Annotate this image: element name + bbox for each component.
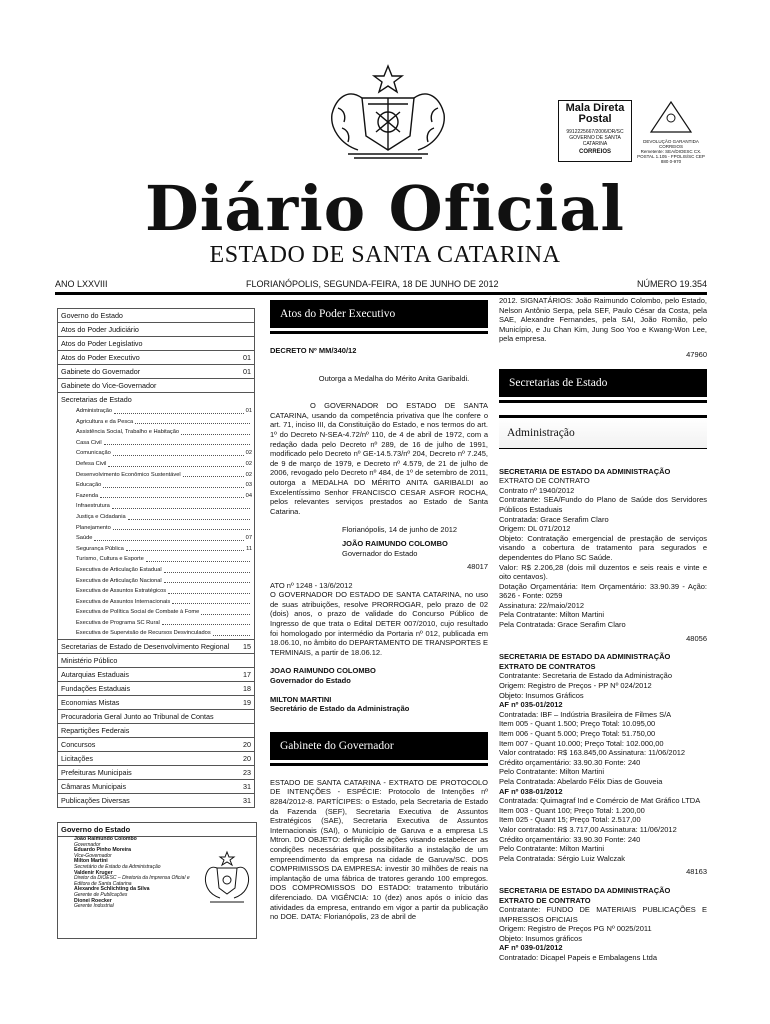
toc-row[interactable] (57, 653, 255, 667)
extrato2-body (499, 671, 707, 863)
toc-leader-dots (183, 470, 244, 478)
decreto-signer-name: JOÃO RAIMUNDO COLOMBO (342, 538, 448, 548)
mala-direta-postal-stamp (558, 100, 632, 162)
column-right (499, 296, 707, 963)
toc-row[interactable] (57, 765, 255, 779)
extrato-line: Item 003 - Quant 100; Preço Total: 1.200,00 (499, 805, 645, 815)
toc-leader-dots (126, 544, 244, 552)
extrato2-org: SECRETARIA DE ESTADO DA ADMINISTRAÇÃO (499, 652, 671, 662)
toc-label: Repartições Federais (61, 726, 130, 736)
extrato-line: Valor: R$ 2.206,28 (dois mil duzentos e seis reais e vinte e oito centavos). (499, 562, 707, 582)
toc-subitem[interactable] (58, 501, 254, 512)
toc-sub-label: Infraestrutura (76, 503, 110, 510)
section-administracao: Administração (499, 415, 707, 449)
ato-body: O GOVERNADOR DO ESTADO DE SANTA CATARINA, no uso de suas atribuições, resolve PRORROGAR, pelo prazo de 02 (dois) anos, o prazo de validade do Concurso Público de Ingresso de que trata o Edital DETER 007/2010, cujo resultado foi homologado por intermédio da Portaria nº 012, publicada em 18.06.10, no âmbito do DEPARTAMENTO DE TRANSPORTES E TERMINAIS, a partir de 18.06.12. (270, 590, 488, 657)
toc-label: Publicações Diversas (61, 796, 130, 806)
toc-page: 20 (243, 754, 251, 764)
toc-page: 19 (243, 698, 251, 708)
toc-leader-dots (172, 597, 250, 605)
extrato-line: Assinatura: 22/maio/2012 (499, 600, 585, 610)
toc-subitem[interactable] (58, 607, 254, 618)
devolucao-text: Remetente: SEA/DIOESC CX. POSTAL 1.105 - FPOLIS/SC CEP 880 0-970 (637, 149, 705, 164)
person-name: Eduardo Pinho Moreira (74, 847, 132, 854)
toc-leader-dots (108, 459, 243, 467)
small-coat-of-arms (200, 848, 255, 908)
protocolo-continuation: 2012. SIGNATÁRIOS: João Raimundo Colombo, pelo Estado, Nelson Antônio Serpa, pela SEF, Paulo César da Costa, pela SAE, Alexandre Fernandes, pela SAI, João Romão, pelo Município, e Ju Chan Kim, Jung Soo Yoo e Kwang-Won Lee, pela empresa. (499, 296, 707, 344)
extrato2-number: 48163 (686, 867, 707, 877)
toc-sub-page: 02 (245, 471, 252, 478)
toc-leader-dots (135, 417, 250, 425)
toc-sub-page: 02 (245, 460, 252, 467)
toc-sub-page: 02 (245, 450, 252, 457)
extrato-line: Contratante: Secretaria de Estado da Administração (499, 671, 673, 681)
toc-leader-dots (213, 628, 250, 636)
table-of-contents (57, 308, 255, 808)
decreto-signer-role: Governador do Estado (342, 548, 418, 558)
extrato-line: Crédito orçamentário: 33.90.30 Fonte: 240 (499, 757, 641, 767)
toc-row[interactable] (57, 709, 255, 723)
extrato-line: Objeto: Insumos Gráficos (499, 690, 584, 700)
toc-subitem[interactable] (58, 427, 254, 438)
correios-logo: CORREIOS (578, 149, 611, 155)
extrato-line: Item 006 - Quant 5.000; Preço Total: 51.750,00 (499, 729, 656, 738)
toc-sub-page: 03 (245, 482, 252, 489)
toc-sub-label: Segurança Pública (76, 545, 124, 552)
toc-sub-label: Defesa Civil (76, 460, 107, 467)
toc-page: 31 (243, 782, 251, 792)
toc-subitem[interactable] (58, 523, 254, 534)
toc-label: Atos do Poder Executivo (61, 353, 140, 362)
toc-subitem[interactable] (58, 565, 254, 576)
toc-subitem[interactable] (58, 470, 254, 481)
toc-row[interactable] (57, 350, 255, 364)
extrato3-org: SECRETARIA DE ESTADO DA ADMINISTRAÇÃO (499, 885, 671, 895)
extrato3-title: EXTRATO DE CONTRATO (499, 895, 591, 905)
decreto-outorga: Outorga a Medalha do Mérito Anita Garibaldi. (318, 373, 470, 383)
extrato-line: Origem: Registro de Preços - PP Nº 024/2012 (499, 681, 652, 691)
toc-sub-label: Assistência Social, Trabalho e Habitação (76, 429, 180, 436)
mala-direta-text: 9912225667/2006/DR/SC GOVERNO DE SANTA CATARINA (566, 129, 624, 147)
person-role: Gerente Industrial (74, 903, 114, 910)
toc-sub-page: 11 (246, 545, 252, 552)
toc-sub-label: Turismo, Cultura e Esporte (76, 556, 144, 563)
ato-secretary-name: MILTON MARTINI (270, 694, 332, 704)
extrato-line: Pela Contratante: Milton Martini (499, 610, 605, 620)
mala-direta-title: Mala Direta Postal (565, 102, 625, 125)
ato-secretary-role: Secretário de Estado da Administração (270, 704, 410, 714)
extrato-line: AF nº 038-01/2012 (499, 786, 563, 796)
toc-sub-page: 04 (245, 492, 252, 499)
toc-label: Prefeituras Municipais (61, 768, 132, 778)
toc-secretarias-label: Secretarias de Estado (61, 395, 132, 404)
toc-leader-dots (201, 607, 250, 615)
toc-subitem[interactable] (58, 628, 254, 639)
toc-sub-page: 07 (245, 535, 252, 542)
toc-subitem[interactable] (58, 586, 254, 597)
person-role: Secretário de Estado da Administração (74, 863, 161, 870)
toc-sub-label: Executiva de Supervisão de Recursos Desvinculados (76, 630, 211, 637)
banner-atos-executivo: Atos do Poder Executivo (270, 300, 488, 328)
extrato-line: Crédito orçamentário: 33.90.30 Fonte: 240 (499, 834, 641, 844)
edition-year: ANO LXXVIII (55, 279, 108, 289)
toc-page: 01 (243, 367, 251, 376)
toc-sub-label: Fazenda (76, 492, 99, 499)
extrato1-number: 48056 (686, 633, 707, 643)
toc-subitem[interactable] (58, 576, 254, 587)
extrato-line: Contratante: FUNDO DE MATERIAIS PUBLICAÇÕES E IMPRESSOS OFICIAIS (499, 905, 707, 924)
toc-page: 18 (243, 684, 251, 694)
toc-page: 23 (243, 768, 251, 778)
toc-label: Procuradoria Geral Junto ao Tribunal de Contas (61, 712, 214, 722)
toc-row[interactable] (57, 779, 255, 793)
toc-page: 17 (243, 670, 251, 680)
toc-row[interactable] (57, 793, 255, 808)
toc-label: Economias Mistas (61, 698, 120, 708)
toc-sub-label: Justiça e Cidadania (76, 513, 126, 520)
toc-row[interactable] (57, 667, 255, 681)
toc-subitem[interactable] (58, 597, 254, 608)
toc-sub-label: Agricultura e da Pesca (76, 418, 134, 425)
ato-signer-role: Governador do Estado (270, 676, 351, 686)
toc-leader-dots (104, 438, 250, 446)
extrato-line: Pelo Contratante: Milton Martini (499, 767, 605, 777)
toc-leader-dots (94, 533, 243, 541)
toc-subitem[interactable] (58, 533, 254, 544)
extrato-line: Pela Contratada: Abelardo Félix Dias de Gouveia (499, 776, 663, 786)
toc-leader-dots (128, 512, 250, 520)
extrato-line: Dotação Orçamentária: Item Orçamentário: 33.90.39 - Ação: 3626 - Fonte: 0259 (499, 581, 707, 601)
ato-head: ATO nº 1248 - 13/6/2012 (270, 580, 353, 590)
extrato-line: Valor contratado: R$ 3.717,00 Assinatura: 11/06/2012 (499, 824, 677, 834)
toc-label: Licitações (61, 754, 93, 764)
toc-leader-dots (100, 491, 244, 499)
toc-leader-dots (112, 501, 250, 509)
extrato-line: AF nº 035-01/2012 (499, 700, 563, 710)
toc-row[interactable] (57, 723, 255, 737)
toc-sub-label: Executiva de Assuntos Internacionais (76, 598, 171, 605)
masthead-rule (55, 292, 707, 295)
decreto-title: DECRETO Nº MM/340/12 (270, 346, 357, 355)
toc-sub-label: Administração (76, 408, 113, 414)
toc-subitem[interactable] (58, 448, 254, 459)
extrato-line: Contratada: Grace Serafim Claro (499, 514, 609, 524)
edition-line (55, 279, 707, 289)
toc-subitem[interactable] (58, 618, 254, 629)
toc-label: Concursos (61, 740, 96, 750)
extrato1-org: SECRETARIA DE ESTADO DA ADMINISTRAÇÃO (499, 466, 671, 476)
extrato-line: Contratada: IBF – Indústria Brasileira de Filmes S/A (499, 709, 672, 719)
toc-leader-dots (114, 406, 244, 414)
protocolo-text: ESTADO DE SANTA CATARINA - EXTRATO DE PROTOCOLO DE INTENÇÕES - ESPÉCIE: Protocolo de Intenções nº 8284/2012-8. PARTÍCIPES: o Estado, pela Secretaria de Estado da Fazenda (SEF), Secretaria Executiva de Assuntos Estratégicos (SAE), Secretaria Executiva de Assuntos Internacionais (SAI), o Município de Garuva e a empresa LS Mtron. DO OBJETO: definição de ações visando estabelecer as condições necessárias que possibilitarão a instalação de um empreendimento da empresa na cidade de Garuva/SC. DOS COMPRIMISSOS DA EMPRESA: investir 30 milhões de reais na implantação de uma fábrica de tratores gerando 100 empregos. DOS COMPROMISSOS DO ESTADO: tratamento tributário diferenciado. DA VIGÊNCIA: 10 (dez) anos após o início das atividades da empresa, entrando em vigor a partir da publicação no DOE. DATA: Florianópolis, 23 de abril de (270, 777, 488, 922)
toc-label: Atos do Poder Legislativo (61, 339, 143, 348)
toc-sub-label: Educação (76, 482, 102, 489)
toc-sub-label: Desenvolvimento Econômico Sustentável (76, 471, 181, 478)
toc-row[interactable] (57, 336, 255, 350)
person-name: Valdenir Kruger (74, 869, 113, 876)
person-name: João Raimundo Colombo (74, 836, 137, 842)
extrato-line: Pela Contratada: Grace Serafim Claro (499, 620, 626, 630)
toc-leader-dots (181, 427, 250, 435)
banner-gabinete-governador: Gabinete do Governador (270, 732, 488, 760)
extrato-line: Contratado: Dicapel Papeis e Embalagens Ltda (499, 953, 658, 963)
toc-row[interactable] (57, 308, 255, 322)
governo-person (58, 871, 192, 888)
state-coat-of-arms (318, 58, 458, 170)
toc-sub-label: Executiva de Articulação Nacional (76, 577, 162, 584)
governo-person (58, 899, 192, 910)
toc-subitem[interactable] (58, 406, 254, 417)
devolucao-garantida-stamp (636, 100, 706, 162)
toc-leader-dots (146, 554, 250, 562)
extrato-line: Objeto: Contratação emergencial de prestação de serviços visando a cobertura de tratamento para segurados e dependentes do Plano SC Saúde. (499, 533, 707, 562)
extrato-line: Item 007 - Quant 10.000; Preço Total: 102.000,00 (499, 738, 664, 748)
toc-row[interactable] (57, 364, 255, 378)
toc-page: 15 (243, 642, 251, 652)
toc-sub-page: 01 (245, 408, 252, 414)
toc-subitem[interactable] (58, 438, 254, 449)
protocolo-number: 47960 (686, 349, 707, 359)
toc-row[interactable] (57, 378, 255, 392)
extrato2-title: EXTRATO DE CONTRATOS (499, 661, 596, 671)
person-role: Governador (74, 841, 101, 848)
toc-page: 20 (243, 740, 251, 750)
extrato1-title: EXTRATO DE CONTRATO (499, 476, 590, 486)
banner-secretarias: Secretarias de Estado (499, 369, 707, 397)
toc-leader-dots (162, 618, 250, 626)
masthead-subtitle: ESTADO DE SANTA CATARINA (209, 242, 561, 268)
column-middle (270, 300, 488, 922)
decreto-body: O GOVERNADOR DO ESTADO DE SANTA CATARINA, usando da competência privativa que lhe confere o art. 71, inciso III, da Constituição do Estado, e nos termos do art. 1º do Decreto N-SEA-4.72/nº 110, de 4 de abril de 1972, com a redação dada pelo Decreto nº 289, de 16 de julho de 1991, modificado pelo Decreto nº GE-14.5.73/nº 204, Decreto nº 7.245, de 9 de março de 1979, e Decreto nº 4.579, de 21 de julho de 2006, revogado pelo Decreto nº 484, de 1º de setembro de 2011, outorga a MEDALHA DO MÉRITO ANITA GARIBALDI ao Excelentíssimo Senhor FRANCISCO CESAR ASFOR ROCHA, pelos relevantes serviços prestados ao Estado de Santa Catarina. (270, 401, 488, 516)
toc-leader-dots (113, 523, 250, 531)
toc-sub-label: Casa Civil (76, 439, 102, 446)
extrato-line: Valor contratado: R$ 163.845,00 Assinatura: 11/06/2012 (499, 748, 686, 758)
person-role: Vice-Governador (74, 852, 112, 859)
toc-sub-label: Planejamento (76, 524, 111, 531)
toc-label: Governo do Estado (61, 311, 123, 320)
toc-label: Gabinete do Governador (61, 367, 141, 376)
person-name: Milton Martini (74, 858, 108, 865)
toc-row[interactable] (57, 322, 255, 336)
extrato-line: Origem: Registro de Preços PG Nº 0025/2011 (499, 924, 652, 934)
extrato-line: AF nº 039-01/2012 (499, 943, 563, 953)
toc-label: Autarquias Estaduais (61, 670, 129, 680)
extrato-line: Pela Contratada: Sérgio Luiz Walczak (499, 853, 626, 863)
toc-leader-dots (164, 565, 250, 573)
toc-secretarias-group (57, 392, 255, 639)
person-name: Dionei Roecker (74, 897, 112, 904)
decreto-number: 48017 (467, 562, 488, 572)
toc-sub-label: Executiva de Programa SC Rural (76, 619, 160, 626)
extrato3-body (499, 905, 707, 963)
toc-label: Câmaras Municipais (61, 782, 127, 792)
extrato1-body (499, 486, 707, 630)
governo-header: Governo do Estado (58, 823, 256, 837)
toc-sub-label: Comunicação (76, 450, 111, 457)
toc-subitem[interactable] (58, 544, 254, 555)
toc-leader-dots (113, 448, 244, 456)
toc-sub-label: Executiva de Política Social de Combate à Fome (76, 609, 200, 616)
toc-leader-dots (103, 480, 243, 488)
toc-row[interactable] (57, 681, 255, 695)
extrato-line: Contrato nº 1940/2012 (499, 485, 575, 495)
toc-subitem[interactable] (58, 512, 254, 523)
edition-number: NÚMERO 19.354 (636, 279, 707, 289)
toc-label: Atos do Poder Judiciário (61, 325, 139, 334)
toc-sub-label: Executiva de Assuntos Estratégicos (76, 588, 167, 595)
toc-subitem[interactable] (58, 459, 254, 470)
person-role: Diretor da DIOESC – Diretoria da Imprensa Oficial e Editora de Santa Catarina (74, 875, 190, 887)
toc-row[interactable] (57, 737, 255, 751)
toc-label: Secretarias de Estado de Desenvolvimento Regional (61, 642, 230, 652)
extrato-line: Contratante: SEA/Fundo do Plano de Saúde dos Servidores Públicos Estaduais (499, 495, 707, 514)
toc-label: Ministério Público (61, 656, 118, 666)
extrato-line: Item 025 - Quant 15; Preço Total: 2.517,00 (499, 815, 641, 825)
toc-sub-label: Saúde (76, 535, 93, 542)
masthead-title: Diário Oficial (145, 172, 625, 245)
toc-subitem[interactable] (58, 417, 254, 428)
toc-leader-dots (164, 576, 250, 584)
toc-row[interactable] (57, 639, 255, 653)
ato-signer-name: JOAO RAIMUNDO COLOMBO (270, 666, 376, 676)
toc-page: 01 (243, 353, 251, 362)
toc-page: 31 (243, 796, 251, 806)
toc-leader-dots (168, 586, 250, 594)
devolucao-badge: DEVOLUÇÃO GARANTIDA CORREIOS (643, 139, 699, 149)
toc-subitem[interactable] (58, 491, 254, 502)
toc-subitem[interactable] (58, 480, 254, 491)
toc-sub-label: Executiva de Articulação Estadual (76, 566, 162, 573)
toc-subitem[interactable] (58, 554, 254, 565)
extrato-line: Objeto: Insumos gráficos (499, 933, 582, 943)
extrato-line: Origem: DL 071/2012 (499, 524, 571, 534)
toc-label: Gabinete do Vice-Governador (61, 381, 157, 390)
extrato-line: Contratada: Quimagraf Ind e Comércio de Mat Gráfico LTDA (499, 796, 701, 806)
edition-date: FLORIANÓPOLIS, SEGUNDA-FEIRA, 18 DE JUNHO DE 2012 (245, 279, 499, 289)
toc-row[interactable] (57, 695, 255, 709)
extrato-line: Item 005 - Quant 1.500; Preço Total: 10.095,00 (499, 719, 656, 729)
person-name: Alexandre Schlichting da Silva (74, 886, 150, 893)
person-role: Gerente de Publicações (74, 891, 128, 898)
toc-label: Fundações Estaduais (61, 684, 131, 694)
decreto-date: Florianópolis, 14 de junho de 2012 (342, 525, 458, 535)
toc-row[interactable] (57, 751, 255, 765)
extrato-line: Pelo Contratante: Milton Martini (499, 844, 605, 854)
